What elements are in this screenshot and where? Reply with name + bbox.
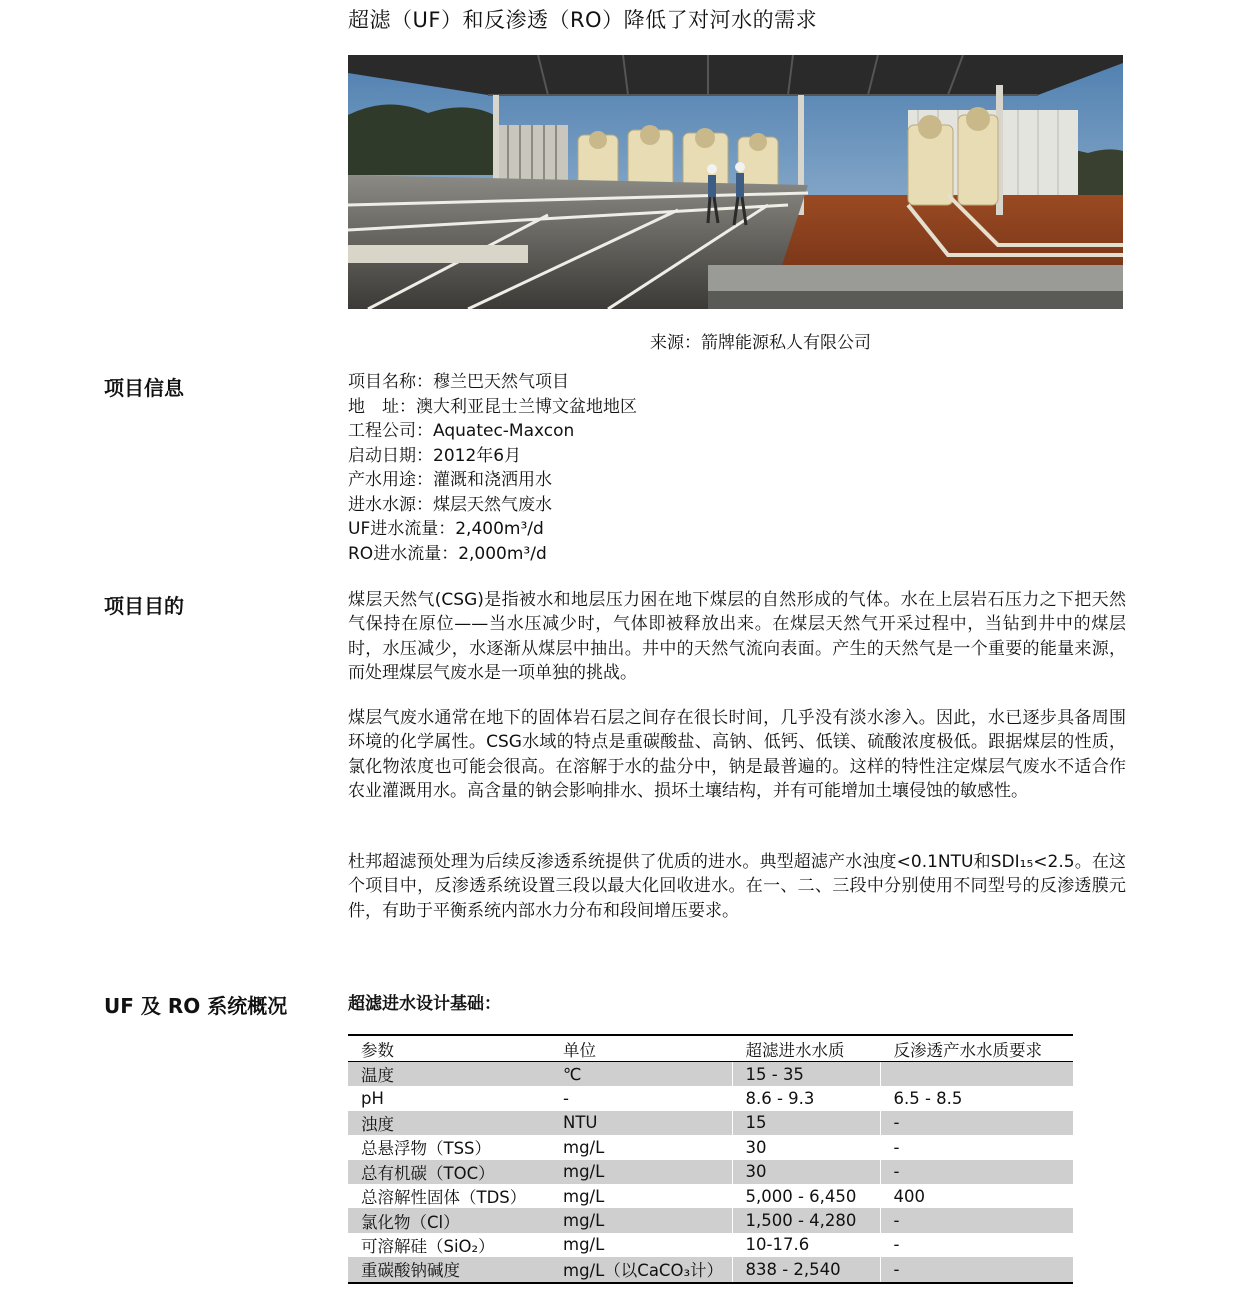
cell-uf-feed: 838 - 2,540	[732, 1257, 880, 1282]
cell-parameter: 温度	[348, 1062, 550, 1087]
cell-unit: mg/L（以CaCO₃计）	[550, 1257, 732, 1282]
cell-parameter: 氯化物（Cl）	[348, 1208, 550, 1232]
cell-uf-feed: 30	[732, 1135, 880, 1159]
purpose-paragraph-2: 煤层气废水通常在地下的固体岩石层之间存在很长时间，几乎没有淡水渗入。因此，水已逐步具备周围环境的化学属性。CSG水域的特点是重碳酸盐、高钠、低钙、低镁、硫酸浓度极低。跟据煤层的性质，氯化物浓度也可能会很高。在溶解于水的盐分中，钠是最普遍的。这样的特性注定煤层气废水不适合作农业灌溉用水。高含量的钠会影响排水、损坏土壤结构，并有可能增加土壤侵蚀的敏感性。	[348, 708, 1126, 801]
table-row	[348, 1208, 1073, 1232]
purpose-paragraph-1: 煤层天然气(CSG)是指被水和地层压力困在地下煤层的自然形成的气体。水在上层岩石压力之下把天然气保持在原位——当水压减少时，气体即被释放出来。在煤层天然气开采过程中，当钻到井中的煤层时，水压减少，水逐渐从煤层中抽出。井中的天然气流向表面。产生的天然气是一个重要的能量来源，而处理煤层气废水是一项单独的挑战。	[348, 590, 1126, 683]
purpose-paragraph-3: 杜邦超滤预处理为后续反渗透系统提供了优质的进水。典型超滤产水浊度<0.1NTU和SDI₁₅<2.5。在这个项目中，反渗透系统设置三段以最大化回收进水。在一、二、三段中分别使用不同型号的反渗透膜元件，有助于平衡系统内部水力分布和段间增压要求。	[348, 852, 1126, 921]
table-row	[348, 1062, 1073, 1087]
start-date: 启动日期：2012年6月	[348, 445, 522, 466]
table-row	[348, 1086, 1073, 1110]
cell-unit: mg/L	[550, 1160, 732, 1184]
cell-ro-product: -	[880, 1233, 1073, 1257]
feed-source: 进水水源：煤层天然气废水	[348, 494, 552, 515]
cell-parameter: pH	[361, 1089, 384, 1109]
cell-unit: mg/L	[563, 1186, 605, 1206]
cell-parameter: 浊度	[348, 1111, 550, 1135]
cell-uf-feed: 15	[732, 1111, 880, 1135]
uf-feed-flow: UF进水流量：2,400m³/d	[348, 519, 544, 539]
project-name: 项目名称：穆兰巴天然气项目	[348, 372, 569, 392]
cell-ro-product: -	[880, 1111, 1073, 1135]
cell-uf-feed: 5,000 - 6,450	[732, 1184, 880, 1208]
header-parameter: 参数	[348, 1035, 550, 1062]
cell-uf-feed: 30	[732, 1160, 880, 1184]
project-purpose-heading: 项目目的	[104, 594, 184, 618]
cell-uf-feed: 10-17.6	[732, 1233, 880, 1257]
table-row	[348, 1135, 1073, 1159]
cell-unit: mg/L	[563, 1235, 605, 1255]
header-uf-feed: 超滤进水水质	[732, 1035, 880, 1062]
system-overview-heading: UF 及 RO 系统概况	[104, 994, 288, 1018]
cell-parameter: 总悬浮物（TSS）	[361, 1139, 492, 1159]
header-unit: 单位	[550, 1035, 732, 1062]
cell-unit: NTU	[550, 1111, 732, 1135]
table-row	[348, 1233, 1073, 1257]
project-location: 地 址：澳大利亚昆士兰博文盆地地区	[348, 396, 637, 417]
cell-parameter: 重碳酸钠碱度	[348, 1257, 550, 1282]
table-row	[348, 1257, 1073, 1282]
project-info-heading: 项目信息	[104, 376, 184, 400]
cell-uf-feed: 15 - 35	[732, 1062, 880, 1087]
cell-ro-product: -	[880, 1160, 1073, 1184]
cell-ro-product	[880, 1062, 1073, 1087]
water-use: 产水用途：灌溉和浇洒用水	[348, 470, 552, 490]
cell-ro-product: 6.5 - 8.5	[880, 1086, 1073, 1110]
table-row	[348, 1160, 1073, 1184]
cell-unit: ℃	[550, 1062, 732, 1087]
cell-unit: -	[563, 1089, 569, 1109]
cell-parameter: 总有机碳（TOC）	[348, 1160, 550, 1184]
photo-caption: 来源：箭牌能源私人有限公司	[650, 333, 871, 353]
table-title: 超滤进水设计基础：	[348, 994, 501, 1014]
cell-unit: mg/L	[563, 1137, 605, 1157]
cell-ro-product: 400	[880, 1184, 1073, 1208]
table-row	[348, 1184, 1073, 1208]
cell-parameter: 可溶解硅（SiO₂）	[361, 1236, 495, 1256]
cell-ro-product: -	[880, 1208, 1073, 1232]
cell-unit: mg/L	[550, 1208, 732, 1232]
project-info-list	[348, 370, 637, 566]
engineering-company: 工程公司：Aquatec-Maxcon	[348, 421, 575, 441]
cell-uf-feed: 8.6 - 9.3	[732, 1086, 880, 1110]
cell-ro-product: -	[880, 1135, 1073, 1159]
cell-uf-feed: 1,500 - 4,280	[732, 1208, 880, 1232]
cell-ro-product: -	[880, 1257, 1073, 1282]
design-basis-table	[348, 1034, 1073, 1284]
ro-feed-flow: RO进水流量：2,000m³/d	[348, 543, 547, 564]
table-header-row	[348, 1035, 1073, 1062]
header-ro-product: 反渗透产水水质要求	[880, 1035, 1073, 1062]
page-title: 超滤（UF）和反渗透（RO）降低了对河水的需求	[348, 8, 818, 32]
table-row	[348, 1111, 1073, 1135]
cell-parameter: 总溶解性固体（TDS）	[361, 1188, 527, 1208]
plant-photo	[348, 55, 1123, 309]
